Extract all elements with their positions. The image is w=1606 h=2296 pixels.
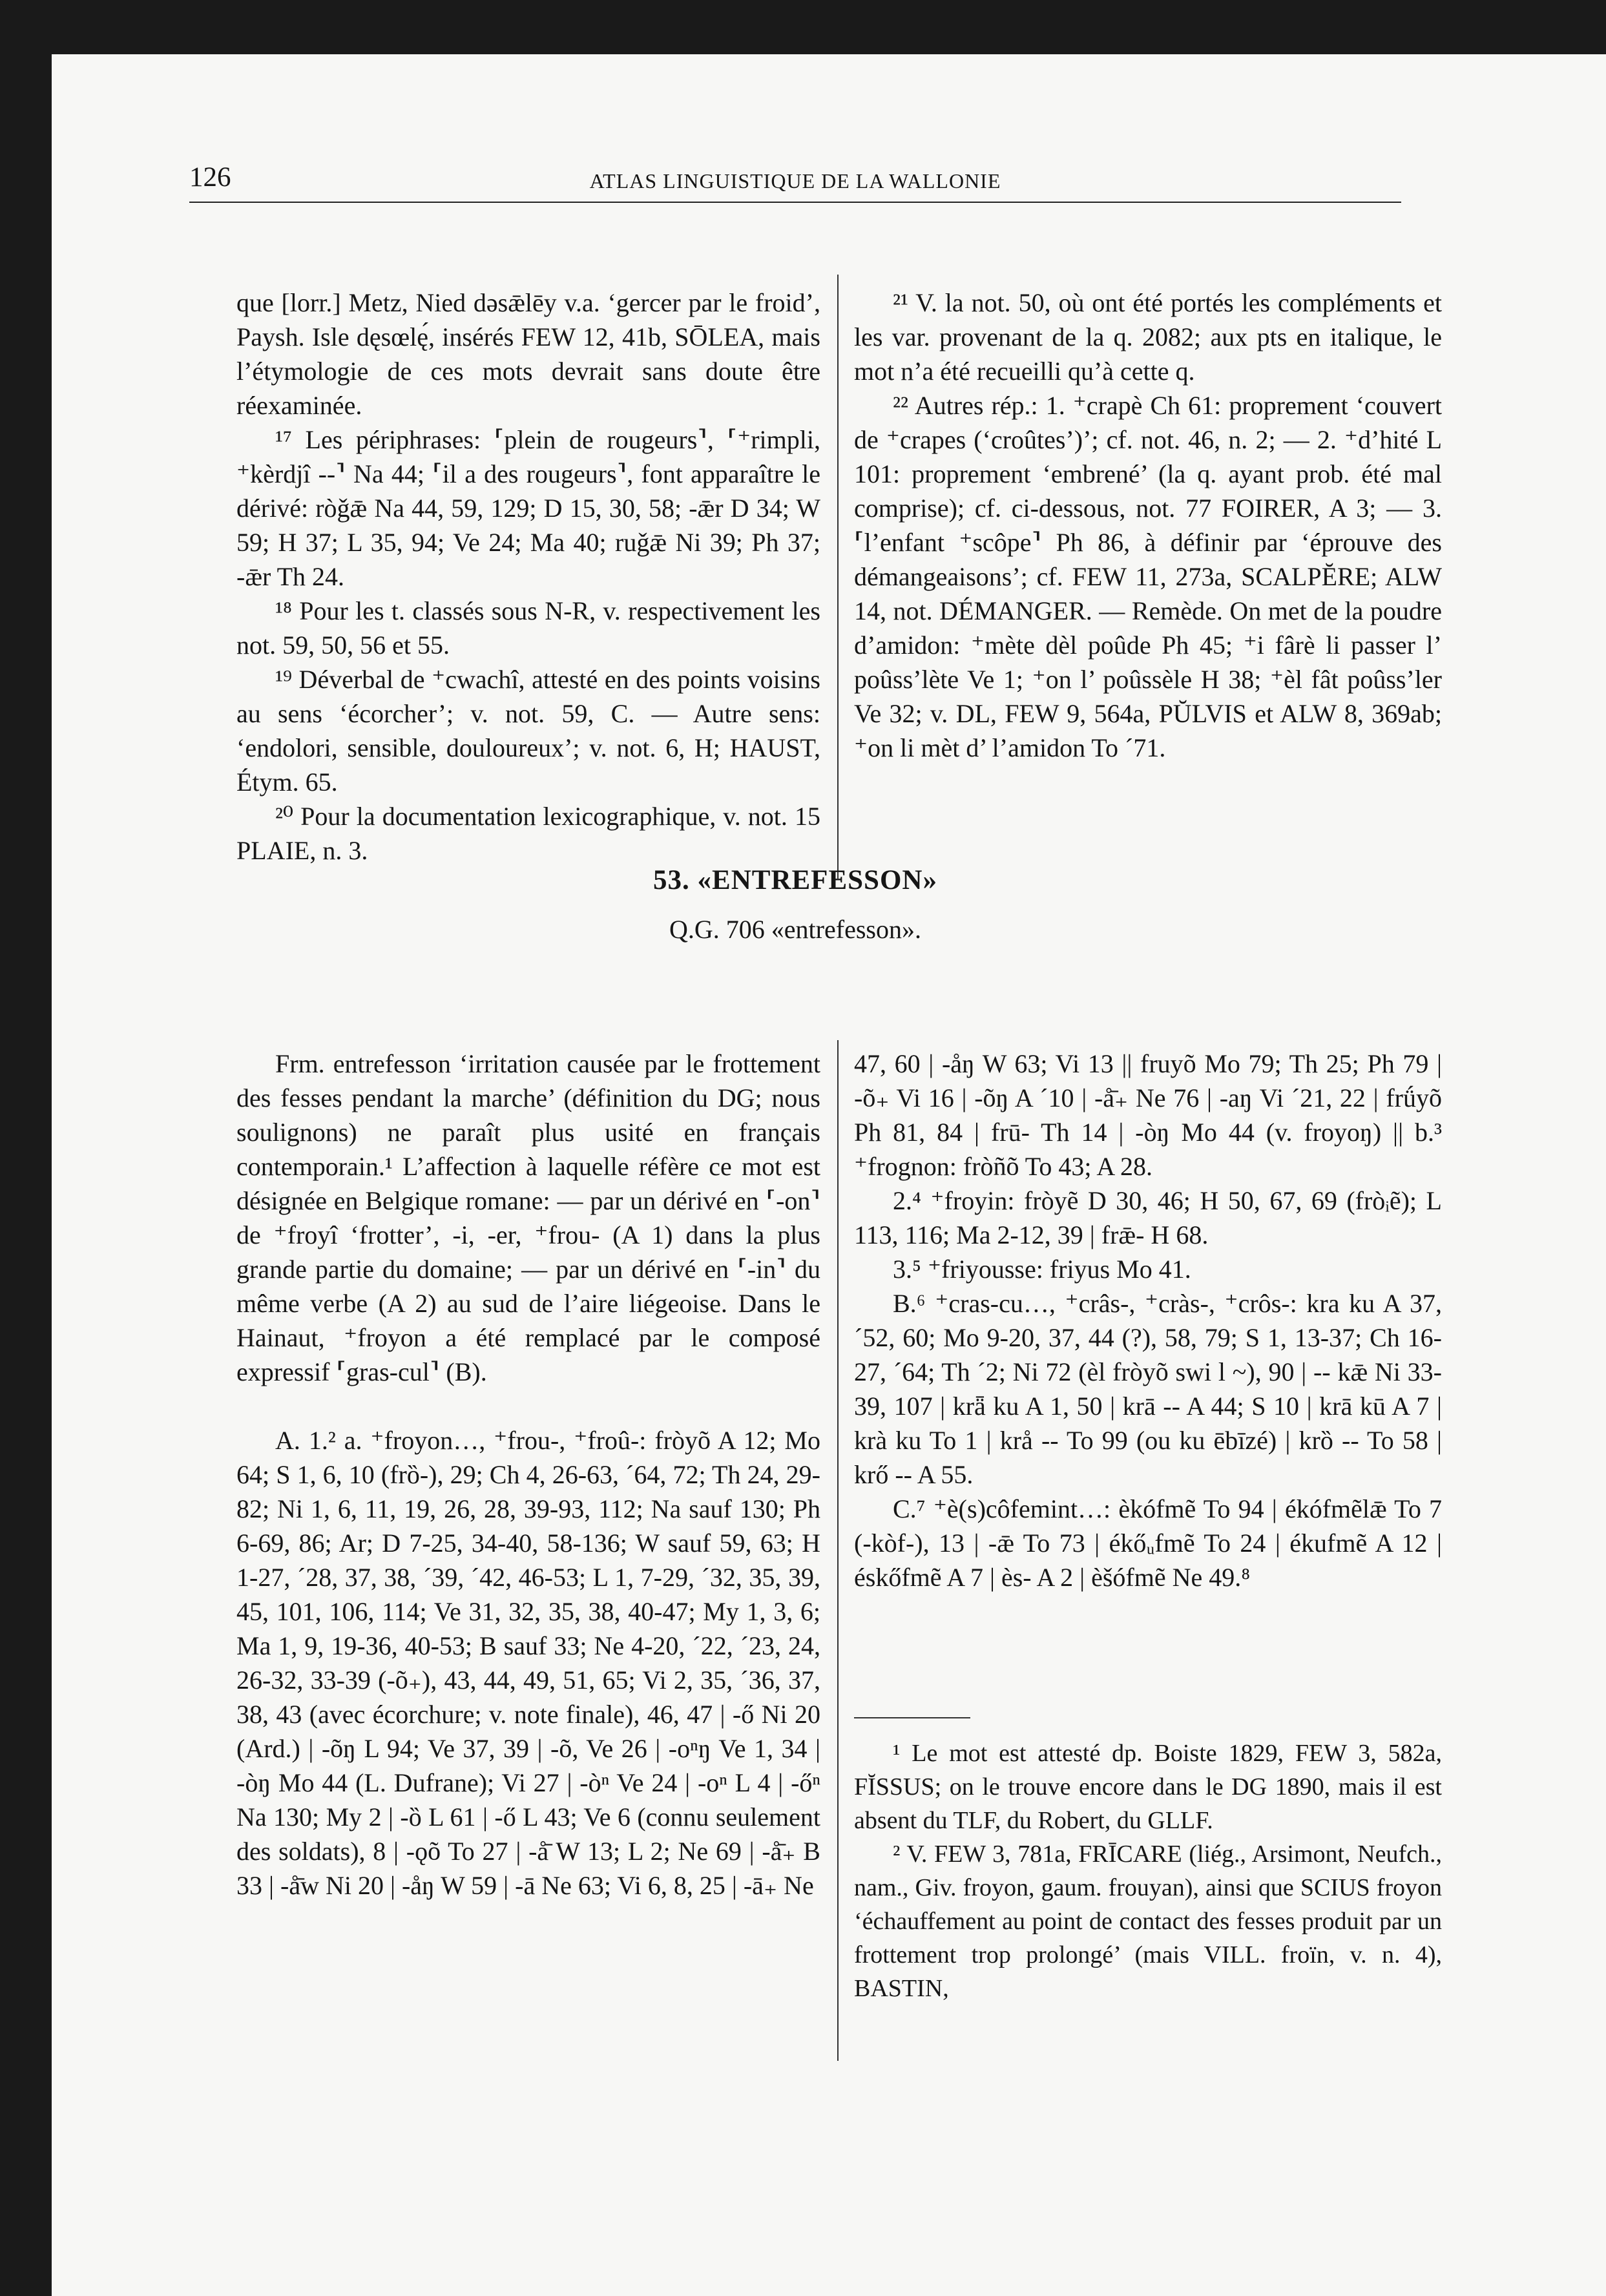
section-a2-paragraph: 2.⁴ ⁺froyin: fròyẽ D 30, 46; H 50, 67, 69 (fròᵢẽ); L 113, 116; Ma 2-12, 39 | frǣ- H 68. — [854, 1186, 1442, 1249]
note-17: ¹⁷ Les périphrases: ⸢plein de rougeurs⸣, ⸢⁺rimpli, ⁺kèrdjî --⸣ Na 44; ⸢il a des rougeurs⸣, font apparaître le dérivé: ròǧǣ Na 44, 59, 129; D 15, 30, 58; -ǣr D 34; W 59; H 37; L 35, 94; Ve 24; Ma 40; ruǧǣ Ni 39; Ph 37; -ǣr Th 24. — [236, 425, 820, 591]
running-title: ATLAS LINGUISTIQUE DE LA WALLONIE — [589, 169, 1001, 193]
section-b-paragraph: B.⁶ ⁺cras-cu…, ⁺crâs-, ⁺cràs-, ⁺crôs-: kra ku A 37, ´52, 60; Mo 9-20, 37, 44 (?), 58, 79; S 1, 13-37; Ch 16-27, ´64; Th ´2; Ni 72 (èl fròyõ swi l ~), 90 | -- kǣ Ni 33-39, 107 | krǟ ku A 1, 50 | krā -- A 44; S 10 | krā kū A 7 | krà ku To 1 | krå -- To 99 (ou ku ēbīzé) | krȍ -- To 58 | krő -- A 55. — [854, 1289, 1442, 1489]
top-right-notes — [854, 286, 1442, 765]
question-reference: Q.G. 706 «entrefesson». — [669, 915, 921, 944]
section-c-paragraph: C.⁷ ⁺è(s)côfemint…: èkófmẽ To 94 | ékófmẽlǣ To 7 (-kòf-), 13 | -ǣ To 73 | ékőᵤfmẽ To 24 | ékufmẽ A 12 | éskőfmẽ A 7 | ès- A 2 | èšófmẽ Ne 49.⁸ — [854, 1494, 1442, 1592]
intro-paragraph: Frm. entrefesson ‘irritation causée par le frottement des fesses pendant la marche’ (définition du DG; nous soulignons) ne paraît plus usité en français contemporain.¹ L’affection à laquelle réfère ce mot est désignée en Belgique romane: — par un dérivé en ⸢-on⸣ de ⁺froyî ‘frotter’, -i, -er, ⁺frou- (A 1) dans la plus grande partie du domaine; — par un dérivé en ⸢-in⸣ du même verbe (A 2) au sud de l’aire liégeoise. Dans le Hainaut, ⁺froyon a été remplacé par le composé expressif ⸢gras-cul⸣ (B). — [236, 1049, 820, 1386]
footnote-2: ² V. FEW 3, 781a, FRĪCARE (liég., Arsimont, Neufch., nam., Giv. froyon, gaum. frouyan), ainsi que SCIUS froyon ‘échauffement au point de contact des fesses produit par un frottement trop prolongé’ (mais VILL. froïn, v. n. 4), BASTIN, — [854, 1841, 1442, 2002]
page-number: 126 — [189, 162, 231, 193]
footnote-rule — [854, 1717, 970, 1718]
top-left-notes — [236, 286, 820, 868]
top-column-rule — [837, 275, 839, 879]
section-a-continued: 47, 60 | -åŋ W 63; Vi 13 || fruyõ Mo 79; Th 25; Ph 79 | -õ₊ Vi 16 | -õŋ A ´10 | -å̄₊ Ne 76 | -aŋ Vi ´21, 22 | frǘyõ Ph 81, 84 | frū- Th 14 | -òŋ Mo 44 (v. froyoŋ) || b.³ ⁺frognon: fròñõ To 43; A 28. — [854, 1049, 1442, 1181]
note-19: ¹⁹ Déverbal de ⁺cwachî, attesté en des points voisins au sens ‘écorcher’; v. not. 59, C. — Autre sens: ‘endolori, sensible, douloureux’; v. not. 6, H; HAUST, Étym. 65. — [236, 665, 820, 797]
note-paragraph: que [lorr.] Metz, Nied dəsǣlēy v.a. ‘gercer par le froid’, Paysh. Isle dęsœlę́, insérés FEW 12, 41b, SŌLEA, mais l’étymologie de ces mots devrait sans doute être réexaminée. — [236, 288, 820, 420]
main-footnotes — [854, 1737, 1442, 2005]
main-right-column — [854, 1047, 1442, 1594]
footnote-1: ¹ Le mot est attesté dp. Boiste 1829, FEW 3, 582a, FĬSSUS; on le trouve encore dans le DG 1890, mais il est absent du TLF, du Robert, du GLLF. — [854, 1740, 1442, 1834]
section-a3-paragraph: 3.⁵ ⁺friyousse: friyus Mo 41. — [893, 1255, 1191, 1284]
note-18: ¹⁸ Pour les t. classés sous N-R, v. respectivement les not. 59, 50, 56 et 55. — [236, 596, 820, 660]
main-left-column — [236, 1047, 820, 1903]
note-21: ²¹ V. la not. 50, où ont été portés les compléments et les var. provenant de la q. 2082; aux pts en italique, le mot n’a été recueilli qu’à cette q. — [854, 288, 1442, 386]
page-header — [189, 162, 1401, 203]
note-22: ²² Autres rép.: 1. ⁺crapè Ch 61: proprement ‘couvert de ⁺crapes (‘croûtes’)’; cf. not. 46, n. 2; — 2. ⁺d’hité L 101: proprement ‘embrené’ (la q. ayant prob. été mal comprise); cf. ci-dessous, not. 77 FOIRER, A 3; — 3. ⸢l’enfant ⁺scôpe⸣ Ph 86, à définir par ‘éprouve des démangeaisons’; cf. FEW 11, 273a, SCALPĔRE; ALW 14, not. DÉMANGER. — Remède. On met de la poudre d’amidon: ⁺mète dèl poûde Ph 45; ⁺i fârè li passer l’ poûss’lète Ve 1; ⁺on l’ poûssèle H 38; ⁺èl fât poûss’ler Ve 32; v. DL, FEW 9, 564a, PŬLVIS et ALW 8, 369ab; ⁺on li mèt d’ l’amidon To ´71. — [854, 391, 1442, 762]
section-title: 53. «ENTREFESSON» — [653, 865, 937, 895]
note-20: ²⁰ Pour la documentation lexicographique, v. not. 15 PLAIE, n. 3. — [236, 802, 820, 865]
section-a-paragraph: A. 1.² a. ⁺froyon…, ⁺frou-, ⁺froû-: fròyõ A 12; Mo 64; S 1, 6, 10 (frȍ-), 29; Ch 4, 26-63, ´64, 72; Th 24, 29-82; Ni 1, 6, 11, 19, 26, 28, 39-93, 112; Na sauf 130; Ph 6-69, 86; Ar; D 7-25, 34-40, 58-136; W sauf 59, 63; H 1-27, ´28, 37, 38, ´39, ´42, 46-53; L 1, 7-29, ´32, 35, 39, 45, 101, 106, 114; Ve 31, 32, 35, 38, 40-47; My 1, 3, 6; Ma 1, 9, 19-36, 40-53; B sauf 33; Ne 4-20, ´22, ´23, 24, 26-32, 33-39 (-õ₊), 43, 44, 49, 51, 65; Vi 2, 35, ´36, 37, 38, 43 (avec écorchure; v. note finale), 46, 47 | -ő Ni 20 (Ard.) | -õŋ L 94; Ve 37, 39 | -õ, Ve 26 | -oⁿŋ Ve 1, 34 | -òŋ Mo 44 (L. Dufrane); Vi 27 | -òⁿ Ve 24 | -oⁿ L 4 | -őⁿ Na 130; My 2 | -ȍ L 61 | -ő L 43; Ve 6 (connu seulement des soldats), 8 | -ǫõ To 27 | -å̄ W 13; L 2; Ne 69 | -å̄₊ B 33 | -å̄w Ni 20 | -åŋ W 59 | -ā Ne 63; Vi 6, 8, 25 | -ā₊ Ne — [236, 1426, 820, 1900]
main-column-rule — [837, 1040, 839, 2061]
